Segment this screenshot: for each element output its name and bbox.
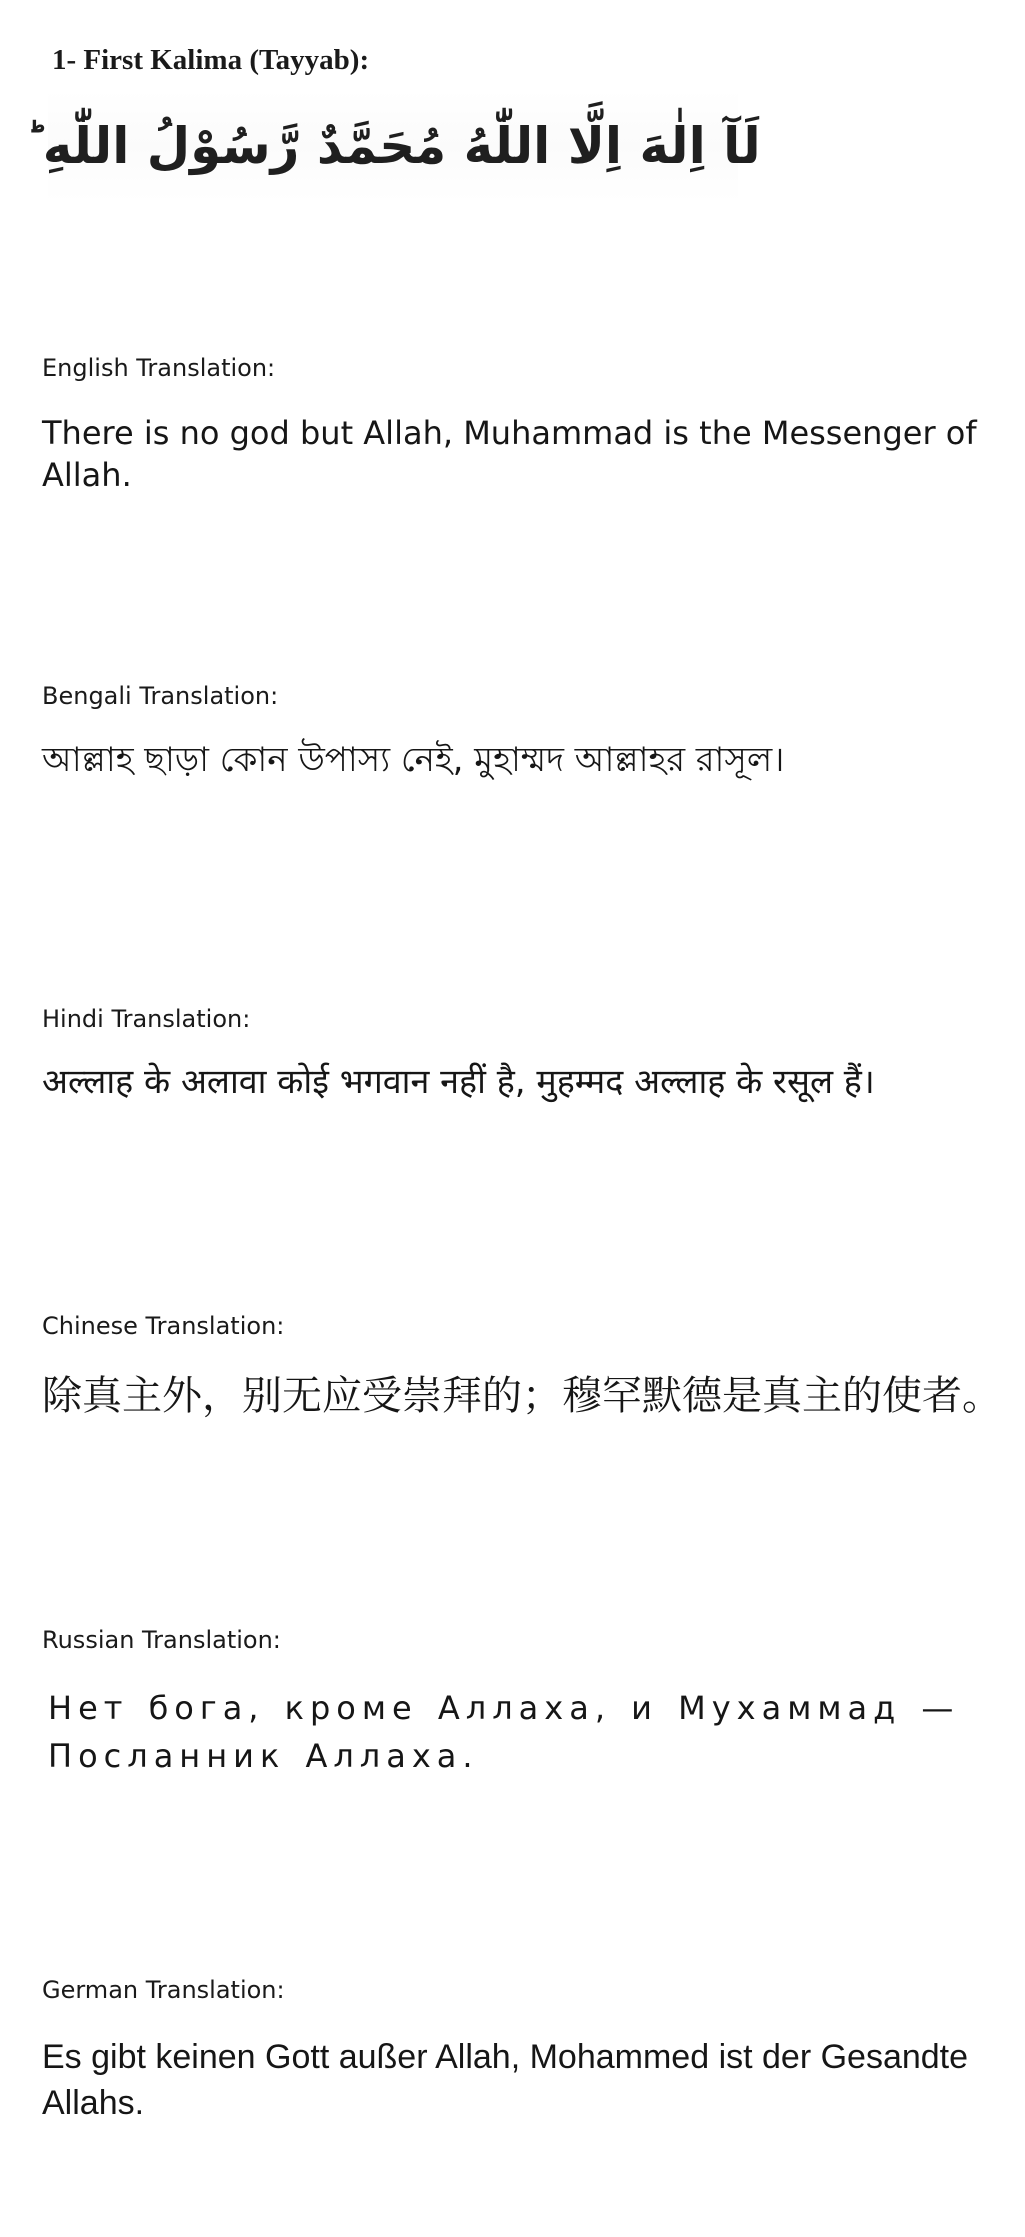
english-translation-label: English Translation: xyxy=(42,354,276,382)
hindi-translation-label: Hindi Translation: xyxy=(42,1005,251,1033)
russian-translation-text: Нет бога, кроме Аллаха, и Мухаммад — Посланник Аллаха. xyxy=(48,1689,960,1775)
page-title: 1- First Kalima (Tayyab): xyxy=(52,44,370,76)
bengali-translation-text: আল্লাহ ছাড়া কোন উপাস্য নেই, মুহাম্মদ আল্লাহর রাসূল। xyxy=(42,740,785,780)
arabic-calligraphy-image xyxy=(25,90,761,202)
english-translation-text: There is no god but Allah, Muhammad is the Messenger of Allah. xyxy=(42,414,977,494)
bengali-translation-label: Bengali Translation: xyxy=(42,682,279,710)
russian-translation-label: Russian Translation: xyxy=(42,1626,281,1654)
hindi-translation-text: अल्लाह के अलावा कोई भगवान नहीं है, मुहम्मद अल्लाह के रसूल हैं। xyxy=(42,1062,875,1102)
chinese-translation-label: Chinese Translation: xyxy=(42,1312,285,1340)
chinese-translation-text: 除真主外，别无应受崇拜的；穆罕默德是真主的使者。 xyxy=(42,1373,1002,1419)
arabic-kalima-text: لَآ اِلٰهَ اِلَّا اللّٰهُ مُحَمَّدٌ رَّسُوْلُ اللّٰهِ ؕ xyxy=(25,117,761,175)
german-translation-label: German Translation: xyxy=(42,1976,285,2004)
german-translation-text: Es gibt keinen Gott außer Allah, Mohammed ist der Gesandte Allahs. xyxy=(42,2038,969,2122)
